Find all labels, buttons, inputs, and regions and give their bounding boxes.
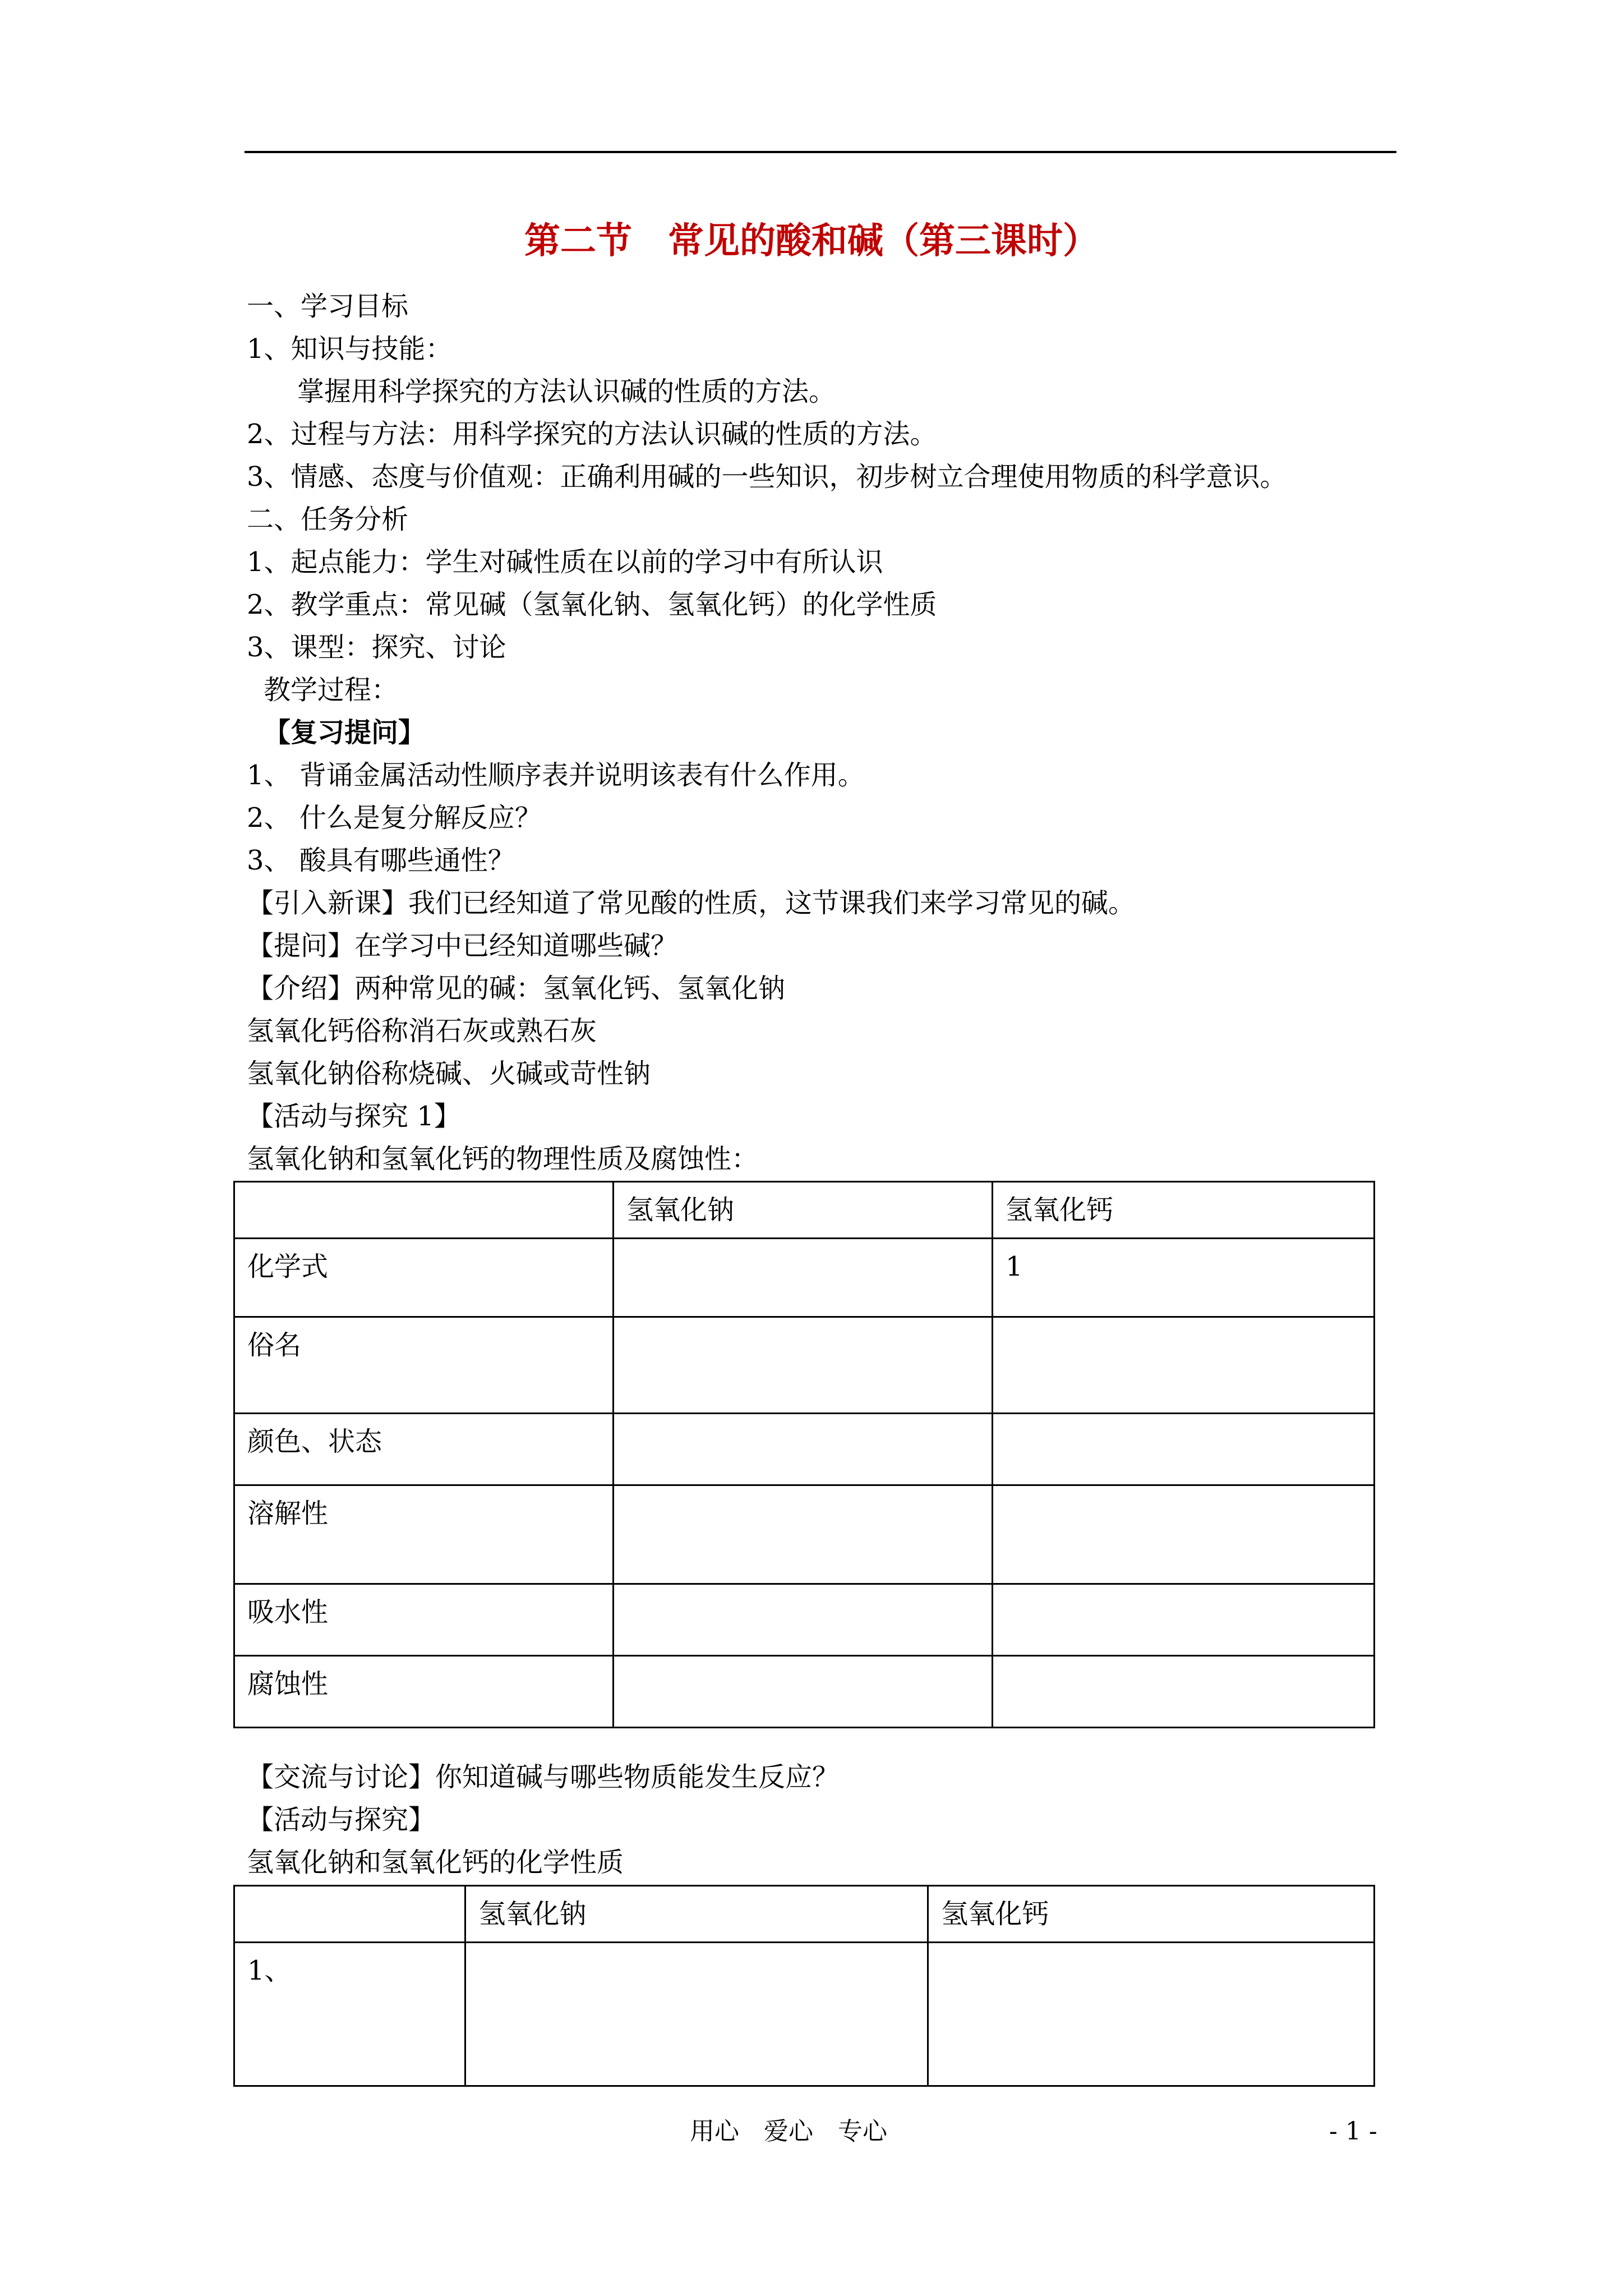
paragraph-line: 2、 什么是复分解反应？ — [247, 802, 542, 834]
paragraph-line: 【交流与讨论】你知道碱与哪些物质能发生反应？ — [247, 1761, 840, 1793]
table-header-row — [234, 1886, 1375, 1943]
paragraph-line: 1、知识与技能： — [247, 333, 453, 365]
table-cell — [993, 1584, 1375, 1656]
page-title: 第二节 常见的酸和碱（第三课时） — [524, 220, 1099, 262]
table-cell — [614, 1485, 993, 1584]
paragraph-line: 3、 酸具有哪些通性？ — [247, 845, 515, 876]
table-header-cell: 氢氧化钙 — [993, 1182, 1375, 1239]
table-cell — [993, 1414, 1375, 1485]
table-cell: 化学式 — [234, 1239, 614, 1317]
table-cell — [614, 1584, 993, 1656]
section-heading-analysis: 二、任务分析 — [247, 504, 409, 535]
table-header-cell — [234, 1182, 614, 1239]
table-cell: 1、 — [234, 1943, 465, 2086]
paragraph-line: 氢氧化钠和氢氧化钙的化学性质 — [247, 1847, 624, 1878]
table-cell — [614, 1317, 993, 1414]
paragraph-line: 掌握用科学探究的方法认识碱的性质的方法。 — [297, 376, 836, 407]
table-row — [234, 1317, 1375, 1414]
paragraph-line: 3、课型：探究、讨论 — [247, 632, 506, 663]
section-heading-objectives: 一、学习目标 — [247, 291, 409, 322]
subheading-review: 【复习提问】 — [264, 717, 426, 748]
paragraph-line: 氢氧化钙俗称消石灰或熟石灰 — [247, 1015, 597, 1047]
paragraph-line: 2、教学重点：常见碱（氢氧化钠、氢氧化钙）的化学性质 — [247, 589, 937, 620]
table-header-cell: 氢氧化钠 — [465, 1886, 928, 1943]
table-cell: 溶解性 — [234, 1485, 614, 1584]
table-cell — [993, 1485, 1375, 1584]
table-cell — [614, 1414, 993, 1485]
table-cell — [614, 1656, 993, 1728]
table-cell — [614, 1239, 993, 1317]
physical-properties-table — [233, 1181, 1375, 1728]
table-row — [234, 1584, 1375, 1656]
paragraph-line: 氢氧化钠和氢氧化钙的物理性质及腐蚀性： — [247, 1143, 759, 1175]
table-row — [234, 1414, 1375, 1485]
paragraph-line: 【活动与探究】 — [247, 1804, 436, 1835]
table-row — [234, 1485, 1375, 1584]
paragraph-line: 【提问】在学习中已经知道哪些碱？ — [247, 930, 678, 961]
table-cell — [993, 1656, 1375, 1728]
paragraph-line: 1、 背诵金属活动性顺序表并说明该表有什么作用。 — [247, 760, 865, 791]
table-row — [234, 1943, 1375, 2086]
table-header-cell: 氢氧化钠 — [614, 1182, 993, 1239]
paragraph-line: 氢氧化钠俗称烧碱、火碱或苛性钠 — [247, 1058, 651, 1089]
header-rule — [245, 151, 1396, 153]
table-cell: 腐蚀性 — [234, 1656, 614, 1728]
table-cell: 颜色、状态 — [234, 1414, 614, 1485]
table-cell: 1 — [993, 1239, 1375, 1317]
chemical-properties-table — [233, 1885, 1375, 2087]
table-header-cell — [234, 1886, 465, 1943]
paragraph-line: 【活动与探究 1】 — [247, 1101, 461, 1132]
table-cell: 吸水性 — [234, 1584, 614, 1656]
table-row — [234, 1239, 1375, 1317]
paragraph-line: 【介绍】两种常见的碱：氢氧化钙、氢氧化钠 — [247, 973, 786, 1004]
table-cell — [928, 1943, 1375, 2086]
paragraph-line: 2、过程与方法：用科学探究的方法认识碱的性质的方法。 — [247, 418, 937, 450]
table-header-cell: 氢氧化钙 — [928, 1886, 1375, 1943]
paragraph-line: 教学过程： — [264, 674, 399, 706]
table-cell: 俗名 — [234, 1317, 614, 1414]
table-row — [234, 1656, 1375, 1728]
footer-motto: 用心 爱心 专心 — [690, 2117, 887, 2146]
table-header-row — [234, 1182, 1375, 1239]
table-cell — [465, 1943, 928, 2086]
table-cell — [993, 1317, 1375, 1414]
paragraph-line: 【引入新课】我们已经知道了常见酸的性质，这节课我们来学习常见的碱。 — [247, 887, 1136, 919]
paragraph-line: 3、情感、态度与价值观：正确利用碱的一些知识，初步树立合理使用物质的科学意识。 — [247, 461, 1287, 493]
page-number: - 1 - — [1329, 2117, 1377, 2146]
paragraph-line: 1、起点能力：学生对碱性质在以前的学习中有所认识 — [247, 546, 883, 578]
